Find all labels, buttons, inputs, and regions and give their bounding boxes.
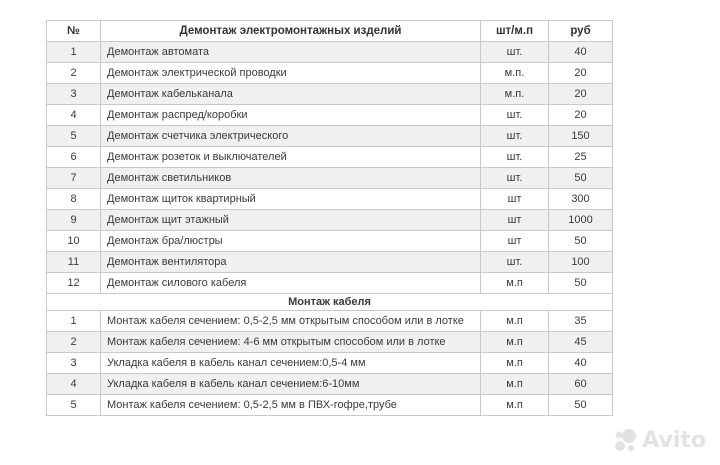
row-price: 50: [549, 273, 613, 294]
row-unit: шт.: [481, 42, 549, 63]
table-row: [47, 395, 613, 416]
row-price: 300: [549, 189, 613, 210]
price-table-sheet: [46, 20, 612, 416]
row-unit: шт: [481, 231, 549, 252]
row-price: 20: [549, 84, 613, 105]
row-num: 3: [47, 353, 101, 374]
header-num: №: [47, 21, 101, 42]
row-unit: шт.: [481, 147, 549, 168]
row-unit: м.п.: [481, 84, 549, 105]
row-unit: шт.: [481, 105, 549, 126]
row-name: Демонтаж счетчика электрического: [101, 126, 481, 147]
row-price: 60: [549, 374, 613, 395]
table-row: [47, 252, 613, 273]
row-num: 8: [47, 189, 101, 210]
table-row: [47, 311, 613, 332]
row-name: Демонтаж светильников: [101, 168, 481, 189]
row-price: 50: [549, 231, 613, 252]
row-name: Демонтаж распред/коробки: [101, 105, 481, 126]
row-num: 12: [47, 273, 101, 294]
table-row: [47, 168, 613, 189]
row-unit: м.п: [481, 273, 549, 294]
row-num: 4: [47, 374, 101, 395]
row-name: Укладка кабеля в кабель канал сечением:6-10мм: [101, 374, 481, 395]
row-num: 7: [47, 168, 101, 189]
row-num: 2: [47, 332, 101, 353]
table-row: [47, 63, 613, 84]
section-title: Монтаж кабеля: [47, 294, 613, 311]
table-row: [47, 231, 613, 252]
row-num: 5: [47, 126, 101, 147]
row-price: 40: [549, 353, 613, 374]
row-name: Демонтаж электрической проводки: [101, 63, 481, 84]
row-name: Демонтаж вентилятора: [101, 252, 481, 273]
row-name: Демонтаж щиток квартирный: [101, 189, 481, 210]
row-name: Монтаж кабеля сечением: 0,5-2,5 мм в ПВХ-гофре,трубе: [101, 395, 481, 416]
row-num: 1: [47, 311, 101, 332]
table-row: [47, 189, 613, 210]
table-row: [47, 126, 613, 147]
row-unit: м.п.: [481, 63, 549, 84]
row-num: 4: [47, 105, 101, 126]
row-unit: шт.: [481, 252, 549, 273]
row-price: 150: [549, 126, 613, 147]
row-name: Демонтаж автомата: [101, 42, 481, 63]
table-row: [47, 147, 613, 168]
row-num: 6: [47, 147, 101, 168]
watermark-text: Avito: [642, 427, 706, 453]
header-title: Демонтаж электромонтажных изделий: [101, 21, 481, 42]
row-num: 9: [47, 210, 101, 231]
row-num: 2: [47, 63, 101, 84]
row-price: 25: [549, 147, 613, 168]
table-row: [47, 374, 613, 395]
row-name: Демонтаж щит этажный: [101, 210, 481, 231]
row-price: 45: [549, 332, 613, 353]
table-row: [47, 353, 613, 374]
table-row: [47, 273, 613, 294]
row-name: Монтаж кабеля сечением: 0,5-2,5 мм открытым способом или в лотке: [101, 311, 481, 332]
row-name: Укладка кабеля в кабель канал сечением:0,5-4 мм: [101, 353, 481, 374]
section-header-row: [47, 294, 613, 311]
table-row: [47, 332, 613, 353]
row-num: 11: [47, 252, 101, 273]
table-row: [47, 105, 613, 126]
row-unit: м.п: [481, 311, 549, 332]
header-price: руб: [549, 21, 613, 42]
row-unit: м.п: [481, 353, 549, 374]
row-unit: м.п: [481, 332, 549, 353]
row-name: Демонтаж бра/люстры: [101, 231, 481, 252]
row-unit: шт.: [481, 168, 549, 189]
row-price: 35: [549, 311, 613, 332]
row-name: Монтаж кабеля сечением: 4-6 мм открытым способом или в лотке: [101, 332, 481, 353]
avito-logo-icon: [612, 427, 638, 453]
row-unit: м.п: [481, 395, 549, 416]
row-price: 1000: [549, 210, 613, 231]
row-num: 5: [47, 395, 101, 416]
header-unit: шт/м.п: [481, 21, 549, 42]
row-price: 20: [549, 105, 613, 126]
table-row: [47, 84, 613, 105]
row-num: 1: [47, 42, 101, 63]
row-name: Демонтаж кабельканала: [101, 84, 481, 105]
price-table: [46, 20, 613, 416]
row-name: Демонтаж силового кабеля: [101, 273, 481, 294]
row-num: 10: [47, 231, 101, 252]
row-price: 50: [549, 168, 613, 189]
row-unit: шт: [481, 189, 549, 210]
row-num: 3: [47, 84, 101, 105]
row-price: 20: [549, 63, 613, 84]
row-unit: шт.: [481, 126, 549, 147]
row-name: Демонтаж розеток и выключателей: [101, 147, 481, 168]
table-header-row: [47, 21, 613, 42]
table-row: [47, 42, 613, 63]
row-price: 40: [549, 42, 613, 63]
row-unit: м.п: [481, 374, 549, 395]
table-row: [47, 210, 613, 231]
row-unit: шт: [481, 210, 549, 231]
row-price: 100: [549, 252, 613, 273]
avito-watermark: [612, 427, 706, 453]
row-price: 50: [549, 395, 613, 416]
